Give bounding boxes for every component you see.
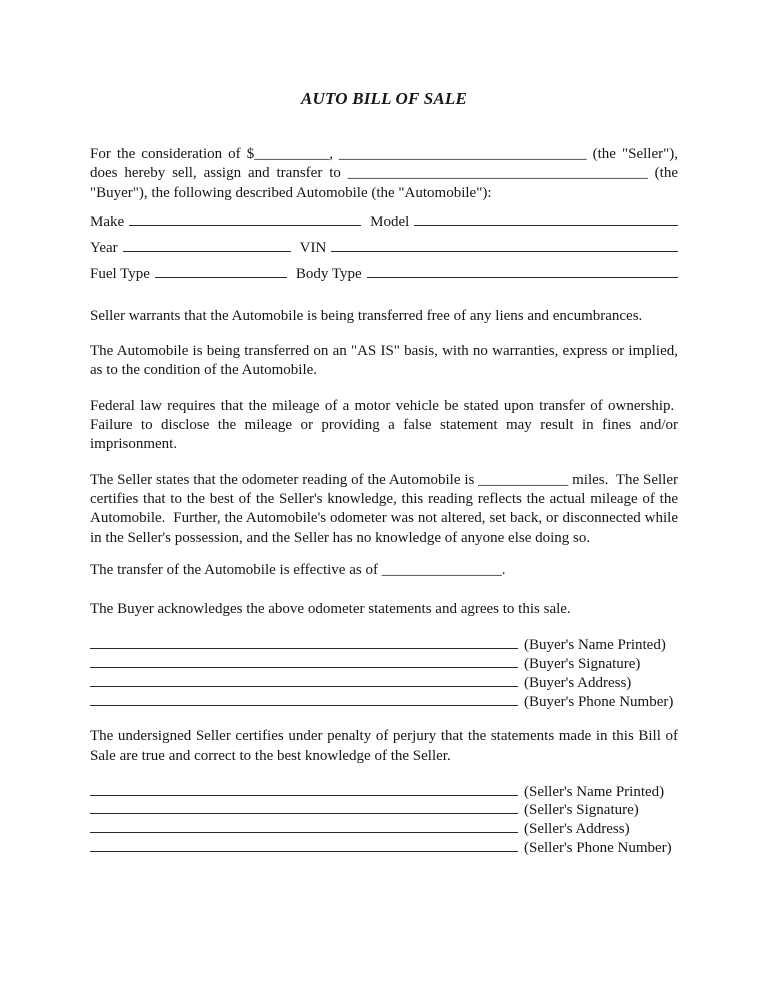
buyer-address-label: (Buyer's Address)	[524, 674, 632, 691]
seller-phone-row	[90, 839, 678, 858]
fuel-type-input-line[interactable]	[155, 265, 287, 278]
seller-signature-label: (Seller's Signature)	[524, 802, 639, 819]
seller-certification-paragraph: The undersigned Seller certifies under penalty of perjury that the statements made in this Bill of Sale are true and correct to the best knowledge of the Seller.	[90, 728, 678, 764]
seller-address-input-line[interactable]	[90, 820, 518, 833]
vehicle-fields	[90, 213, 678, 291]
make-input-line[interactable]	[129, 213, 361, 226]
seller-address-label: (Seller's Address)	[524, 821, 630, 838]
odometer-paragraph: The Seller states that the odometer reading of the Automobile is ____________ miles. The Seller certifies that to the best of the Seller's knowledge, this reading reflects the actual mileage of the Automobile. Further, the Automobile's odometer was not altered, set back, or disconnected while in the Seller's possession, and the Seller has no knowledge of anyone else doing so.	[90, 471, 678, 546]
vin-label: VIN	[299, 239, 327, 256]
seller-signature-input-line[interactable]	[90, 801, 518, 814]
buyer-phone-label: (Buyer's Phone Number)	[524, 693, 674, 710]
seller-phone-input-line[interactable]	[90, 839, 518, 852]
buyer-name-row	[90, 636, 678, 655]
buyer-phone-row	[90, 693, 678, 712]
buyer-signature-label: (Buyer's Signature)	[524, 656, 641, 673]
consideration-paragraph: For the consideration of $__________, _________________________________ (the "Seller"), does hereby sell, assign and transfer to ________________________________________ (the "Buyer"), the following described Automobile (the "Automobile"):	[90, 146, 678, 201]
federal-law-paragraph: Federal law requires that the mileage of a motor vehicle be stated upon transfer of ownership. Failure to disclose the mileage or providing a false statement may result in fines and/or imprisonment.	[90, 397, 678, 453]
model-input-line[interactable]	[414, 213, 678, 226]
fuel-type-label: Fuel Type	[90, 265, 150, 282]
buyer-signature-row	[90, 655, 678, 674]
buyer-signature-input-line[interactable]	[90, 655, 518, 668]
seller-name-row	[90, 783, 678, 802]
seller-signature-block	[90, 783, 678, 858]
model-label: Model	[370, 213, 410, 230]
buyer-acknowledgement-paragraph: The Buyer acknowledges the above odometer statements and agrees to this sale.	[90, 601, 571, 618]
effective-date-paragraph: The transfer of the Automobile is effective as of ________________.	[90, 561, 506, 578]
buyer-signature-block	[90, 636, 678, 711]
make-label: Make	[90, 213, 125, 230]
warranty-paragraph: Seller warrants that the Automobile is being transferred free of any liens and encumbrances.	[90, 307, 643, 324]
seller-name-input-line[interactable]	[90, 783, 518, 796]
seller-phone-label: (Seller's Phone Number)	[524, 839, 672, 856]
make-model-row	[90, 213, 678, 239]
buyer-phone-input-line[interactable]	[90, 693, 518, 706]
year-input-line[interactable]	[123, 239, 291, 252]
seller-name-label: (Seller's Name Printed)	[524, 783, 665, 800]
fuel-body-row	[90, 265, 678, 291]
year-vin-row	[90, 239, 678, 265]
buyer-name-label: (Buyer's Name Printed)	[524, 637, 666, 654]
vin-input-line[interactable]	[331, 239, 678, 252]
buyer-address-row	[90, 674, 678, 693]
buyer-name-input-line[interactable]	[90, 636, 518, 649]
document-title: AUTO BILL OF SALE	[300, 89, 468, 108]
year-label: Year	[90, 239, 118, 256]
seller-address-row	[90, 820, 678, 839]
buyer-address-input-line[interactable]	[90, 674, 518, 687]
as-is-paragraph: The Automobile is being transferred on an "AS IS" basis, with no warranties, express or implied, as to the condition of the Automobile.	[90, 343, 678, 379]
seller-signature-row	[90, 801, 678, 820]
body-type-label: Body Type	[295, 265, 362, 282]
body-type-input-line[interactable]	[367, 265, 678, 278]
